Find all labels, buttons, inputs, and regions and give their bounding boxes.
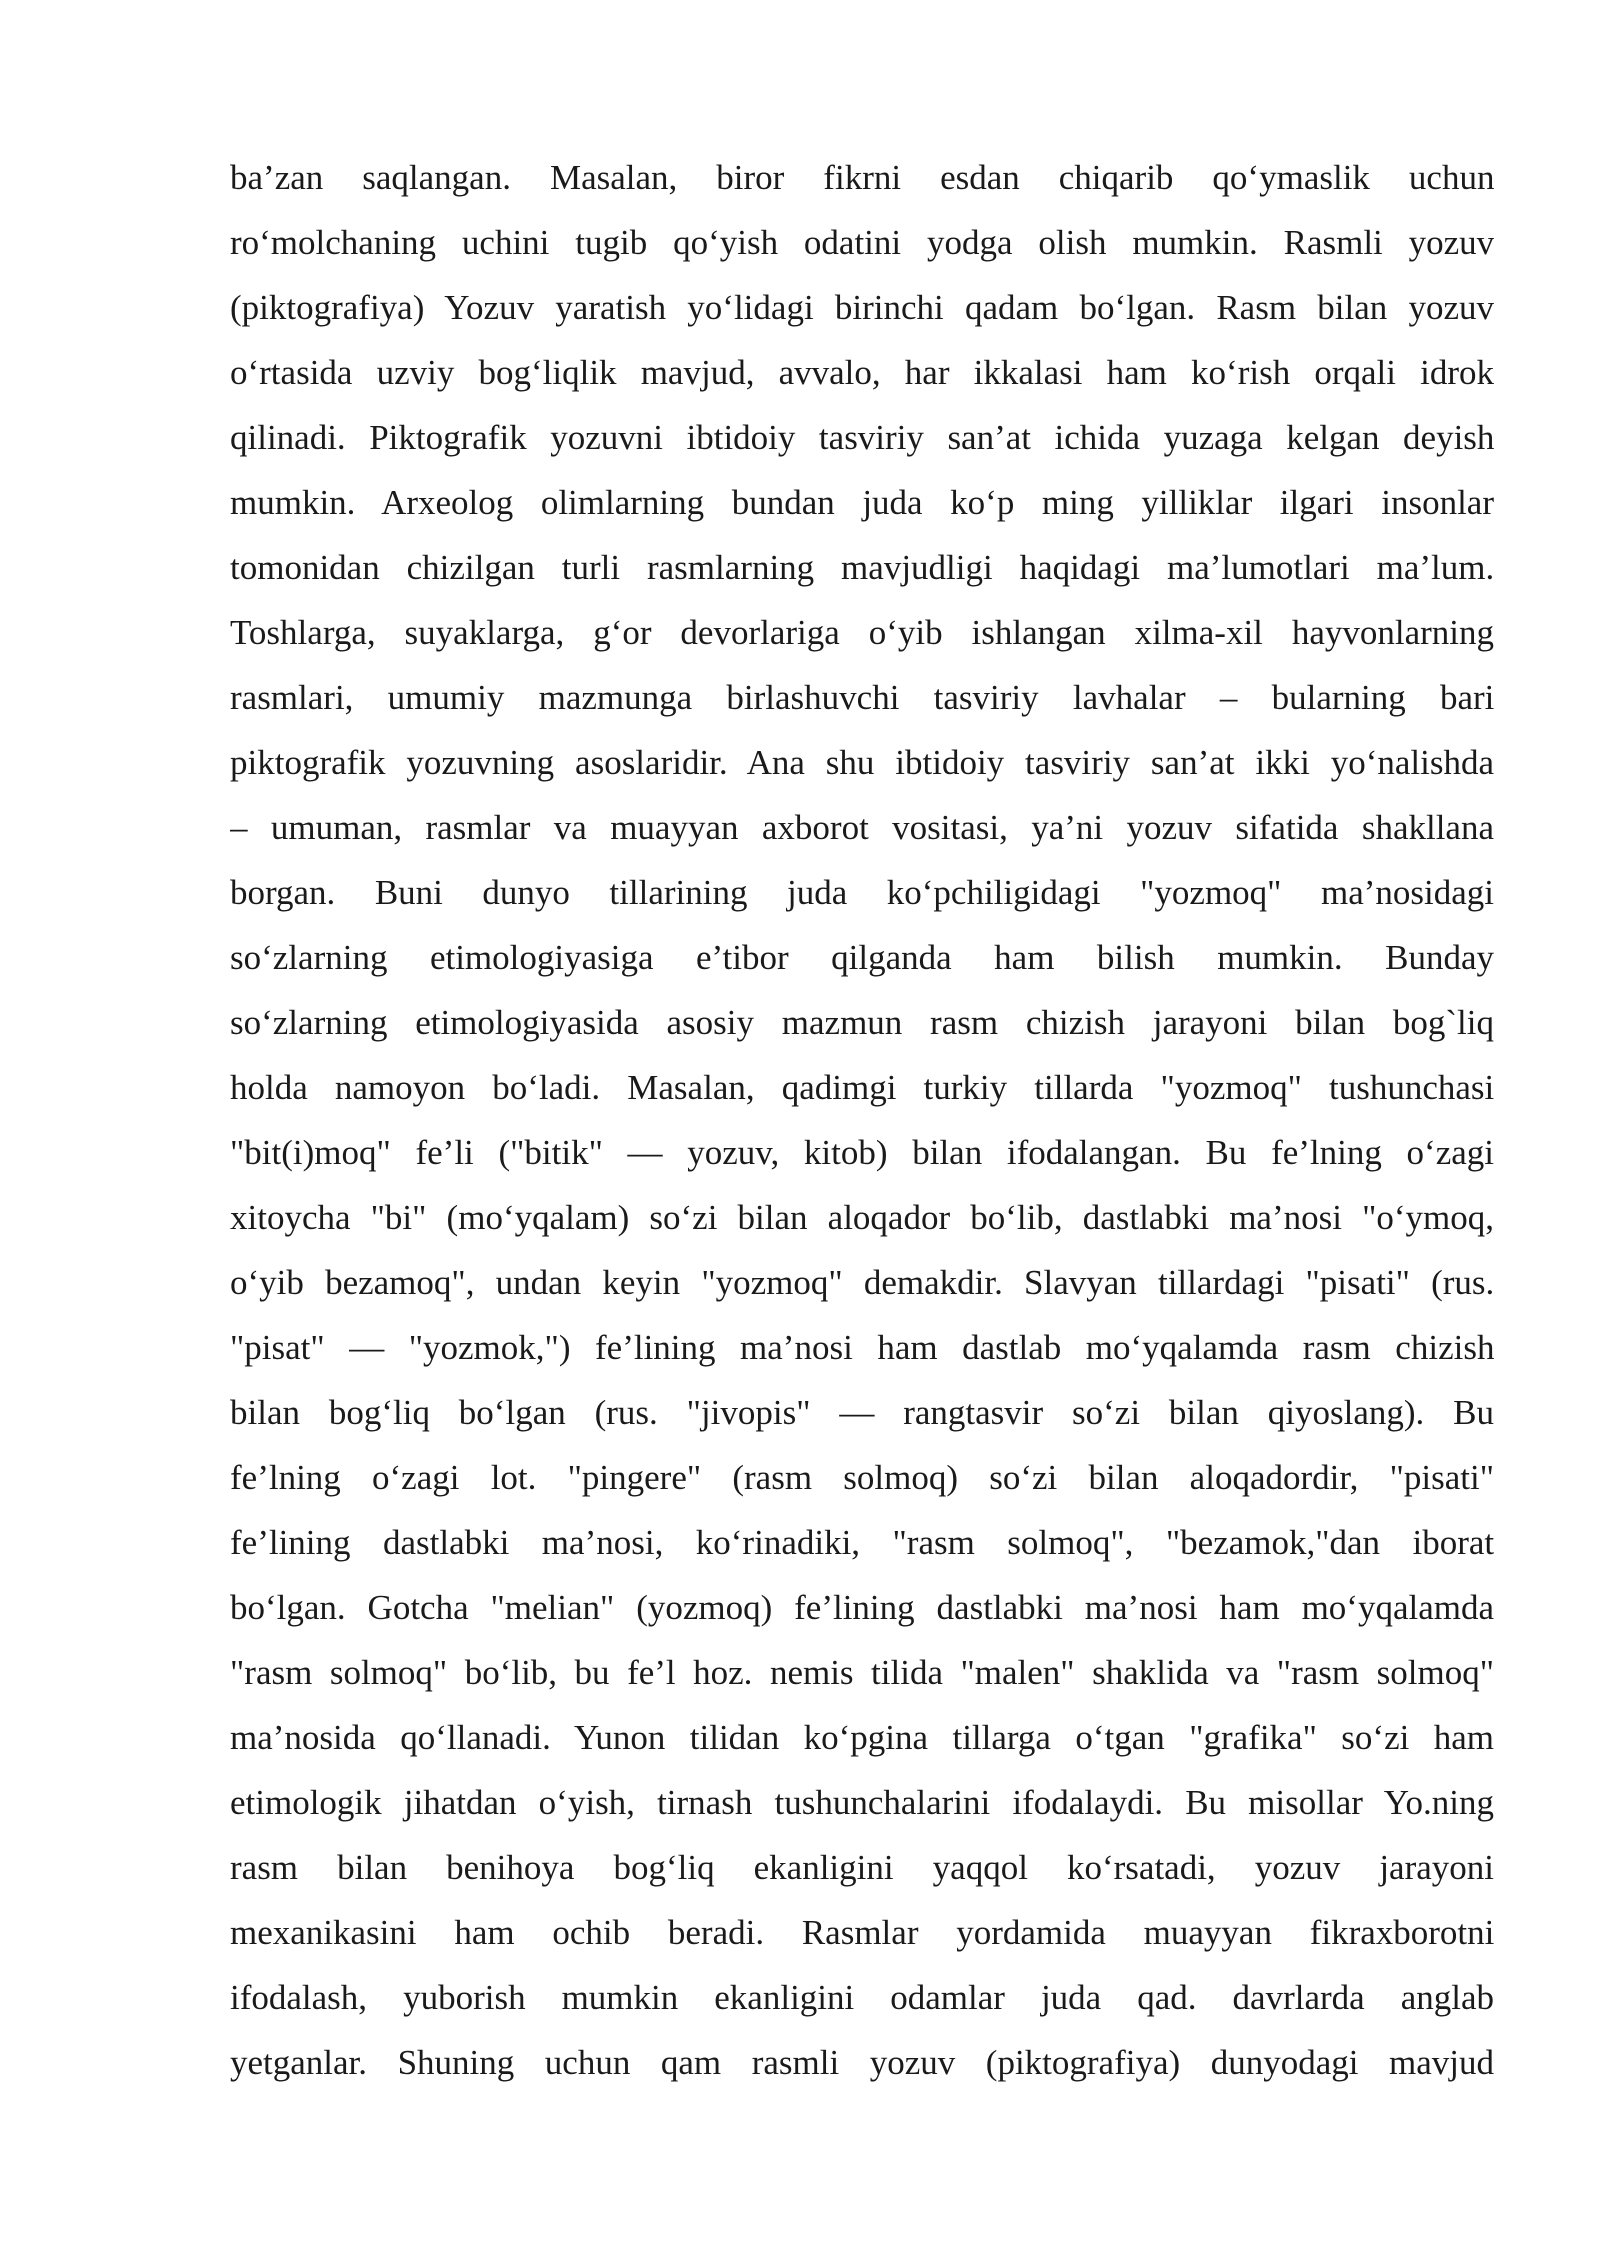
text-line-3: (piktografiya) Yozuv yaratish yo‘lidagi birinchi qadam bo‘lgan. Rasm bilan yozuv — [230, 288, 1494, 327]
text-line-5: qilinadi. Piktografik yozuvni ibtidoiy tasviriy san’at ichida yuzaga kelgan deyish — [230, 418, 1494, 457]
text-line-20: bilan bog‘liq bo‘lgan (rus. "jivopis" — rangtasvir so‘zi bilan qiyoslang). Bu — [230, 1393, 1494, 1432]
text-line-17: xitoycha "bi" (mo‘yqalam) so‘zi bilan aloqador bo‘lib, dastlabki ma’nosi "o‘ymoq, — [230, 1198, 1494, 1237]
text-line-24: "rasm solmoq" bo‘lib, bu fe’l hoz. nemis tilida "malen" shaklida va "rasm solmoq" — [230, 1653, 1494, 1692]
text-line-25: ma’nosida qo‘llanadi. Yunon tilidan ko‘pgina tillarga o‘tgan "grafika" so‘zi ham — [230, 1718, 1494, 1757]
text-line-16: "bit(i)moq" fe’li ("bitik" — yozuv, kitob) bilan ifodalangan. Bu fe’lning o‘zagi — [230, 1133, 1494, 1172]
text-line-21: fe’lning o‘zagi lot. "pingere" (rasm solmoq) so‘zi bilan aloqadordir, "pisati" — [230, 1458, 1494, 1497]
text-line-29: ifodalash, yuborish mumkin ekanligini odamlar juda qad. davrlarda anglab — [230, 1978, 1494, 2017]
text-line-30: yetganlar. Shuning uchun qam rasmli yozuv (piktografiya) dunyodagi mavjud — [230, 2043, 1494, 2082]
text-line-26: etimologik jihatdan o‘yish, tirnash tushunchalarini ifodalaydi. Bu misollar Yo.ning — [230, 1783, 1494, 1822]
text-line-9: rasmlari, umumiy mazmunga birlashuvchi tasviriy lavhalar – bularning bari — [230, 678, 1494, 717]
text-line-22: fe’lining dastlabki ma’nosi, ko‘rinadiki, "rasm solmoq", "bezamok,"dan iborat — [230, 1523, 1494, 1562]
text-line-23: bo‘lgan. Gotcha "melian" (yozmoq) fe’lining dastlabki ma’nosi ham mo‘yqalamda — [230, 1588, 1494, 1627]
text-line-19: "pisat" — "yozmok,") fe’lining ma’nosi ham dastlab mo‘yqalamda rasm chizish — [230, 1328, 1494, 1367]
text-line-10: piktografik yozuvning asoslaridir. Ana shu ibtidoiy tasviriy san’at ikki yo‘nalishda — [230, 743, 1494, 782]
text-line-13: so‘zlarning etimologiyasiga e’tibor qilganda ham bilish mumkin. Bunday — [230, 938, 1494, 977]
text-line-4: o‘rtasida uzviy bog‘liqlik mavjud, avvalo, har ikkalasi ham ko‘rish orqali idrok — [230, 353, 1494, 392]
text-line-7: tomonidan chizilgan turli rasmlarning mavjudligi haqidagi ma’lumotlari ma’lum. — [230, 548, 1494, 587]
text-line-15: holda namoyon bo‘ladi. Masalan, qadimgi turkiy tillarda "yozmoq" tushunchasi — [230, 1068, 1494, 1107]
body-paragraph — [230, 145, 1494, 2095]
text-line-27: rasm bilan benihoya bog‘liq ekanligini yaqqol ko‘rsatadi, yozuv jarayoni — [230, 1848, 1494, 1887]
text-line-12: borgan. Buni dunyo tillarining juda ko‘pchiligidagi "yozmoq" ma’nosidagi — [230, 873, 1494, 912]
text-line-11: – umuman, rasmlar va muayyan axborot vositasi, ya’ni yozuv sifatida shakllana — [230, 808, 1494, 847]
text-line-2: ro‘molchaning uchini tugib qo‘yish odatini yodga olish mumkin. Rasmli yozuv — [230, 223, 1494, 262]
text-line-28: mexanikasini ham ochib beradi. Rasmlar yordamida muayyan fikraxborotni — [230, 1913, 1494, 1952]
text-line-6: mumkin. Arxeolog olimlarning bundan juda ko‘p ming yilliklar ilgari insonlar — [230, 483, 1494, 522]
text-line-1: ba’zan saqlangan. Masalan, biror fikrni esdan chiqarib qo‘ymaslik uchun — [230, 158, 1494, 197]
text-line-14: so‘zlarning etimologiyasida asosiy mazmun rasm chizish jarayoni bilan bog`liq — [230, 1003, 1494, 1042]
text-line-8: Toshlarga, suyaklarga, g‘or devorlariga o‘yib ishlangan xilma-xil hayvonlarning — [230, 613, 1494, 652]
text-line-18: o‘yib bezamoq", undan keyin "yozmoq" demakdir. Slavyan tillardagi "pisati" (rus. — [230, 1263, 1494, 1302]
